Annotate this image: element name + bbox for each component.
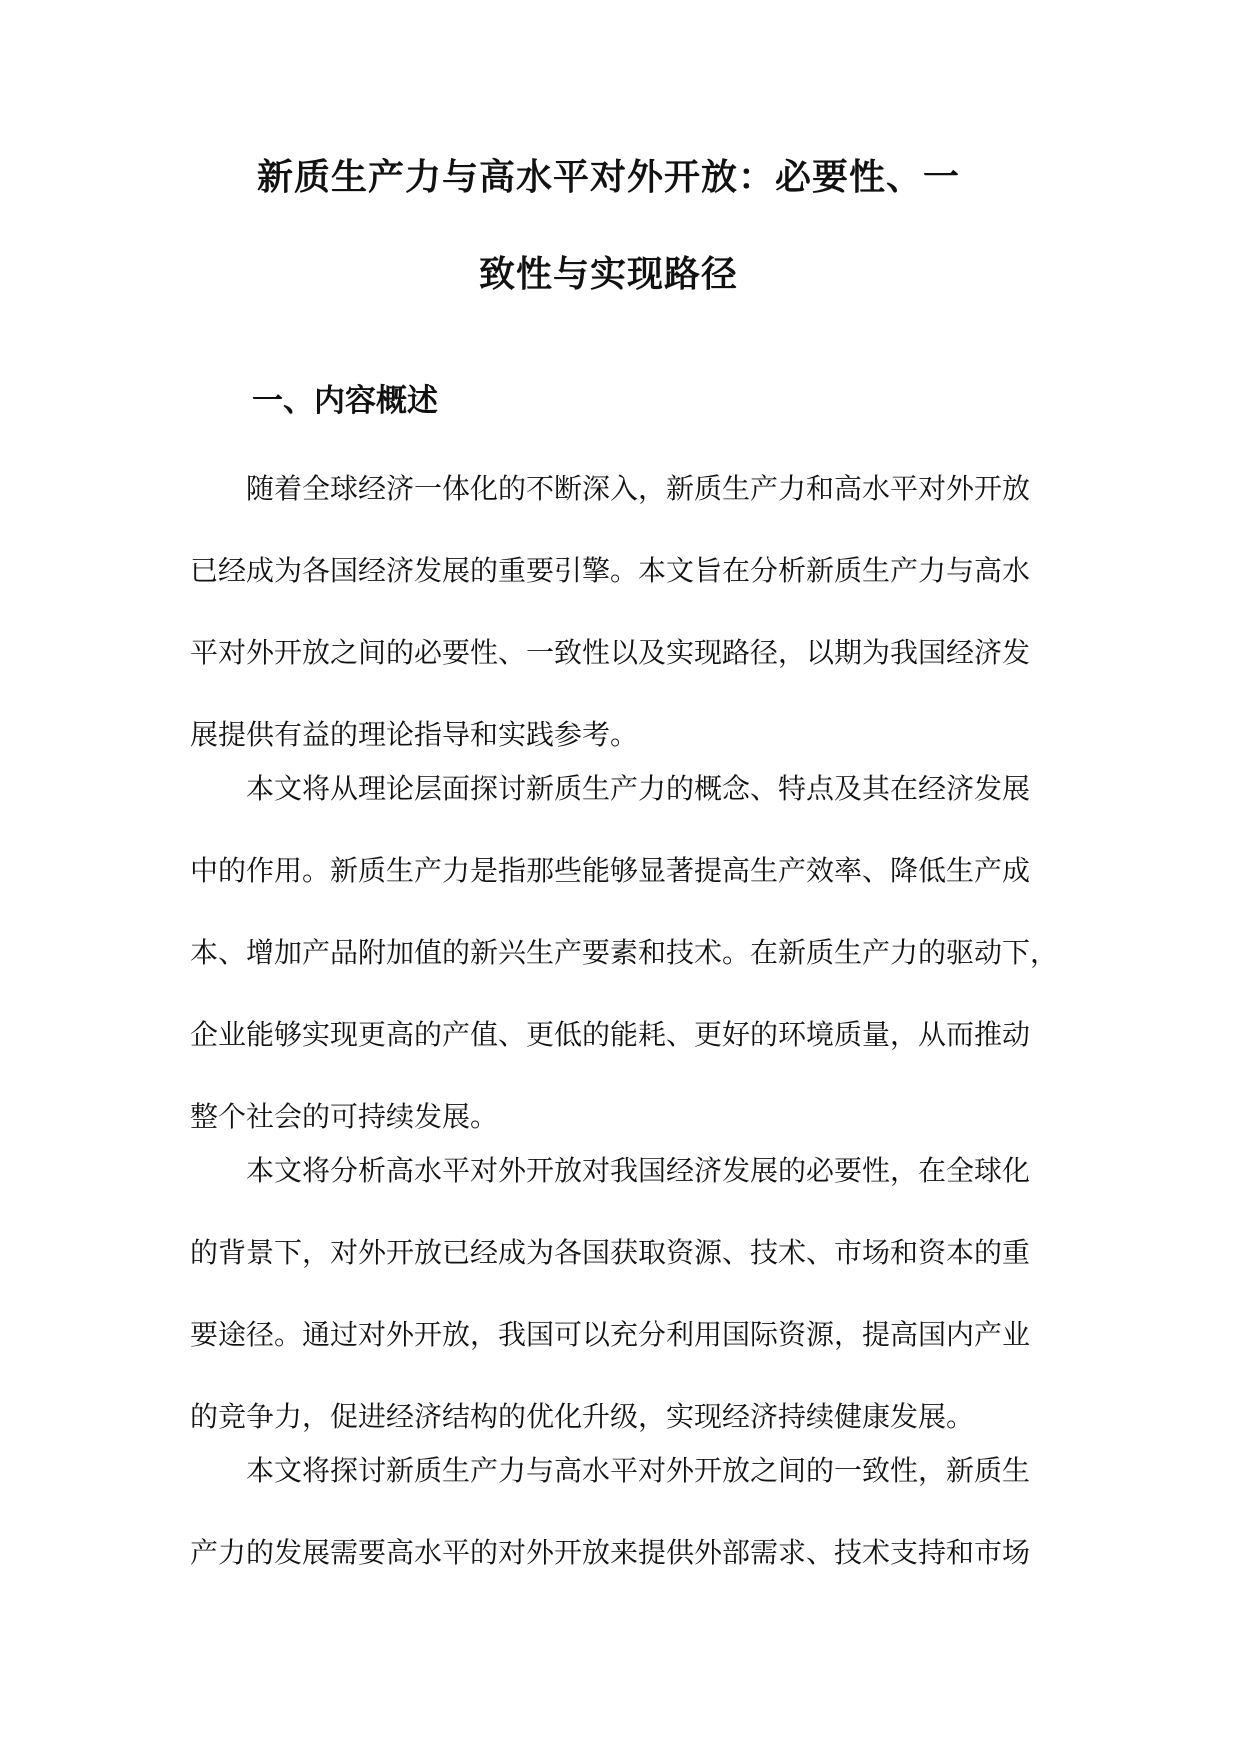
paragraph-line: 企业能够实现更高的产值、更低的能耗、更好的环境质量，从而推动 [190, 1018, 1031, 1051]
paragraph-1 [190, 448, 1050, 776]
document-title-line-1: 新质生产力与高水平对外开放：必要性、一 [256, 156, 960, 198]
paragraph-line: 本文将探讨新质生产力与高水平对外开放之间的一致性，新质生 [246, 1454, 1031, 1487]
paragraph-line: 整个社会的可持续发展。 [190, 1100, 499, 1133]
paragraph-line: 要途径。通过对外开放，我国可以充分利用国际资源，提高国内产业 [190, 1318, 1031, 1351]
paragraph-line: 中的作用。新质生产力是指那些能够显著提高生产效率、降低生产成 [190, 854, 1031, 887]
paragraph-line: 本文将从理论层面探讨新质生产力的概念、特点及其在经济发展 [246, 772, 1031, 805]
paragraph-line: 已经成为各国经济发展的重要引擎。本文旨在分析新质生产力与高水 [190, 554, 1031, 587]
paragraph-line: 平对外开放之间的必要性、一致性以及实现路径，以期为我国经济发 [190, 636, 1031, 669]
paragraph-line: 本文将分析高水平对外开放对我国经济发展的必要性，在全球化 [246, 1154, 1031, 1187]
paragraph-3 [190, 1130, 1050, 1458]
paragraph-line: 的背景下，对外开放已经成为各国获取资源、技术、市场和资本的重 [190, 1236, 1031, 1269]
paragraph-2 [190, 748, 1059, 1158]
document-title-line-2: 致性与实现路径 [478, 253, 738, 295]
paragraph-line: 展提供有益的理论指导和实践参考。 [190, 718, 639, 751]
paragraph-line: 产力的发展需要高水平的对外开放来提供外部需求、技术支持和市场 [190, 1536, 1031, 1569]
paragraph-line: 本、增加产品附加值的新兴生产要素和技术。在新质生产力的驱动下， [190, 936, 1059, 969]
paragraph-line: 随着全球经济一体化的不断深入，新质生产力和高水平对外开放 [246, 472, 1031, 505]
paragraph-4 [190, 1430, 1050, 1594]
section-heading: 一、内容概述 [252, 383, 438, 419]
paragraph-line: 的竞争力，促进经济结构的优化升级，实现经济持续健康发展。 [190, 1400, 975, 1433]
